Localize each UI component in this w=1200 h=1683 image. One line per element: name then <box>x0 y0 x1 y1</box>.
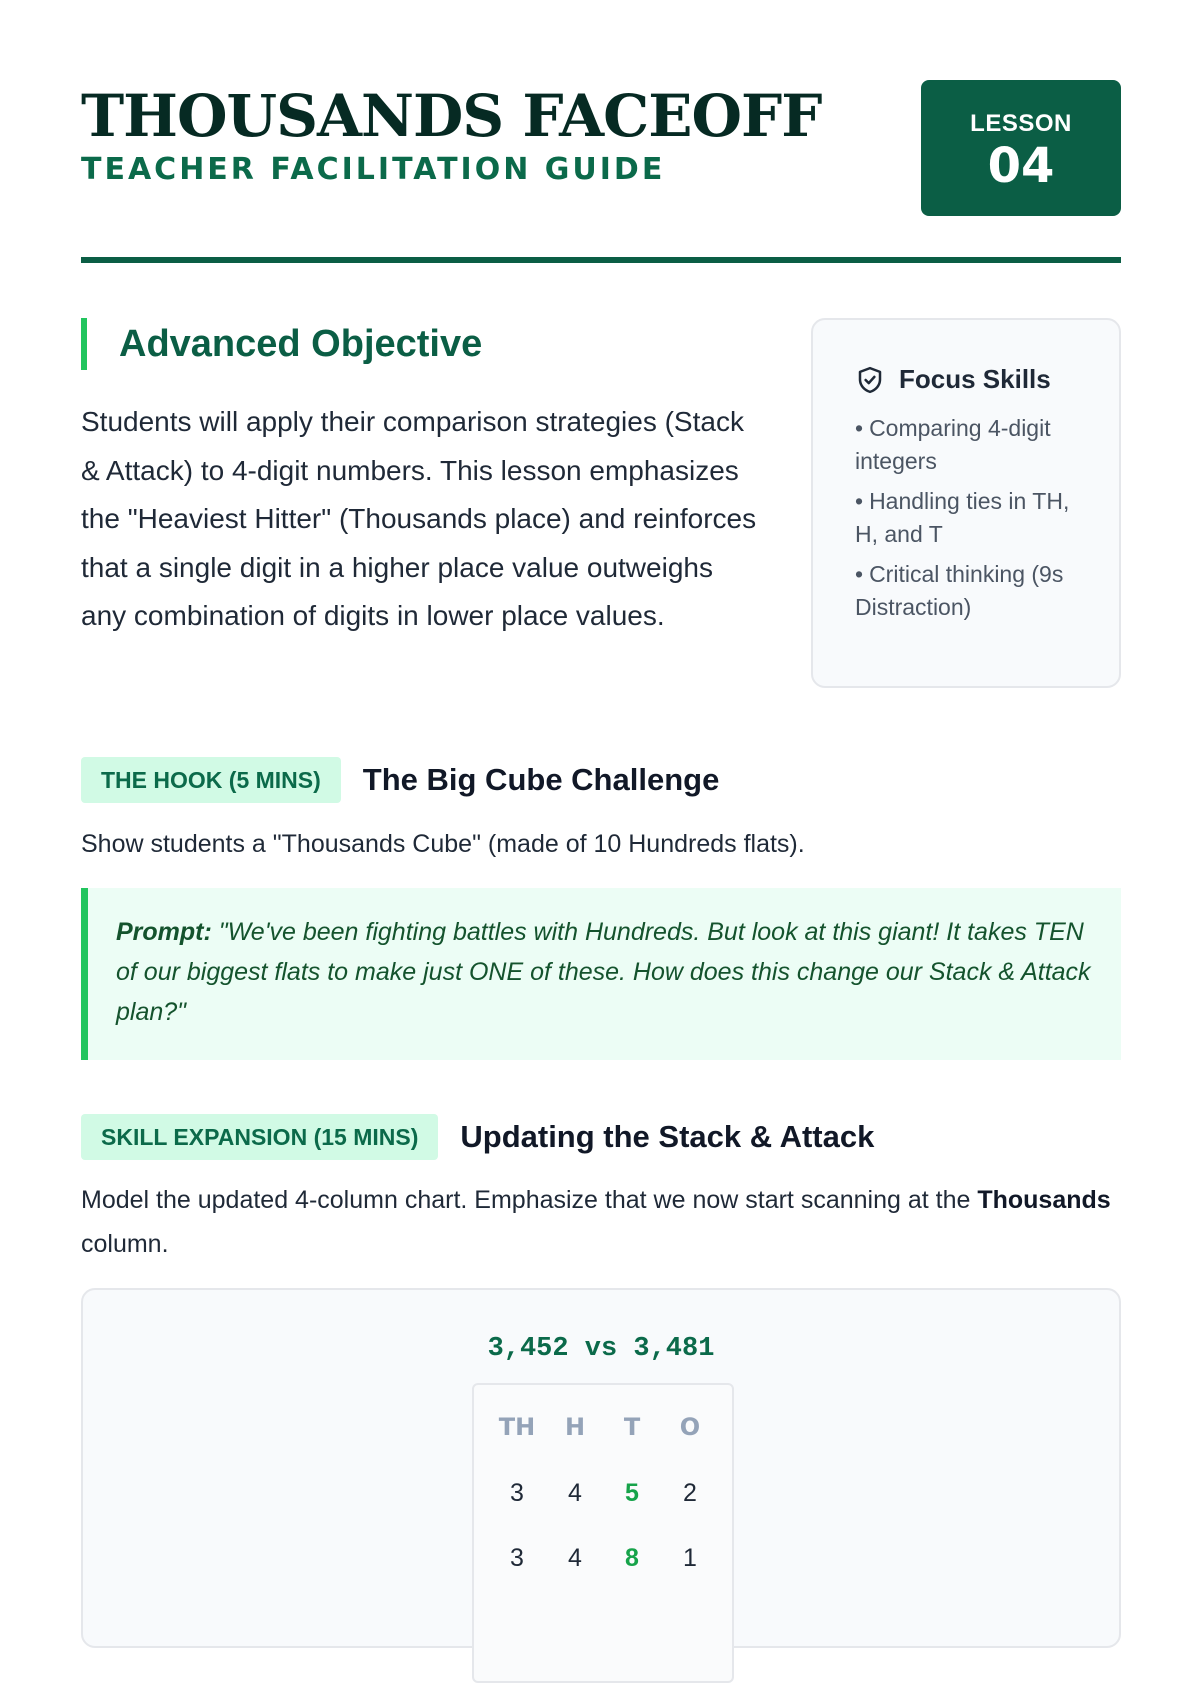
page-title: THOUSANDS FACEOFF <box>81 82 822 150</box>
digit-cell: 8 <box>625 1544 639 1572</box>
prompt-paragraph <box>116 912 1091 1032</box>
list-item: • Comparing 4-digit integers <box>855 415 1051 474</box>
lesson-number: 04 <box>987 138 1055 194</box>
skill-expansion-title: Updating the Stack & Attack <box>460 1119 875 1154</box>
objective-section <box>81 318 761 641</box>
digit-cell: 3 <box>510 1479 524 1507</box>
prompt-callout <box>81 888 1121 1060</box>
hook-tag: THE HOOK (5 MINS) <box>81 757 341 803</box>
prompt-label: Prompt: <box>116 918 212 946</box>
objective-text: Students will apply their comparison strategies (Stack & Attack) to 4-digit numbers. This lesson emphasizes the "Heaviest Hitter" (Thousands place) and reinforces that a single digit in a higher place value outweighs any combination of digits in lower place values. <box>81 406 757 631</box>
skill-expansion-header <box>81 1114 874 1160</box>
emphasis-thousands: Thousands <box>977 1186 1111 1214</box>
digit-cell: 2 <box>683 1479 697 1507</box>
digit-cell: 1 <box>683 1544 697 1572</box>
focus-skills-card <box>811 318 1121 688</box>
focus-skills-list <box>855 412 1095 631</box>
skill-expansion-text: Model the updated 4-column chart. Emphasize that we now start scanning at the Thousands column. <box>81 1186 1111 1258</box>
comparison-title: 3,452 vs 3,481 <box>487 1334 715 1364</box>
list-item: • Critical thinking (9s Distraction) <box>855 561 1064 620</box>
lesson-label: LESSON <box>970 110 1072 137</box>
hook-title: The Big Cube Challenge <box>362 762 720 797</box>
place-value-table <box>472 1383 734 1683</box>
digit-cell: 4 <box>568 1544 582 1572</box>
column-header-t: T <box>623 1413 641 1441</box>
skill-expansion-tag: SKILL EXPANSION (15 MINS) <box>81 1114 438 1160</box>
shield-check-icon <box>855 365 885 395</box>
focus-skills-header <box>855 364 1051 395</box>
column-header-o: O <box>679 1413 701 1441</box>
list-item: • Handling ties in TH, H, and T <box>855 488 1070 547</box>
page-subtitle: TEACHER FACILITATION GUIDE <box>81 152 666 187</box>
column-header-th: TH <box>498 1413 536 1441</box>
prompt-text: "We've been fighting battles with Hundreds. But look at this giant! It takes TEN of our biggest flats to make just ONE of these. How does this change our Stack & Attack plan?" <box>116 918 1091 1026</box>
header <box>81 80 1121 220</box>
header-divider <box>81 257 1121 263</box>
comparison-panel <box>81 1288 1121 1648</box>
lesson-badge <box>921 80 1121 216</box>
digit-cell: 3 <box>510 1544 524 1572</box>
objective-heading: Advanced Objective <box>81 318 761 370</box>
hook-text: Show students a "Thousands Cube" (made of 10 Hundreds flats). <box>81 830 805 858</box>
digit-cell: 5 <box>625 1479 639 1507</box>
hook-header <box>81 757 719 803</box>
column-header-h: H <box>564 1413 586 1441</box>
focus-skills-title: Focus Skills <box>899 364 1051 394</box>
digit-cell: 4 <box>568 1479 582 1507</box>
